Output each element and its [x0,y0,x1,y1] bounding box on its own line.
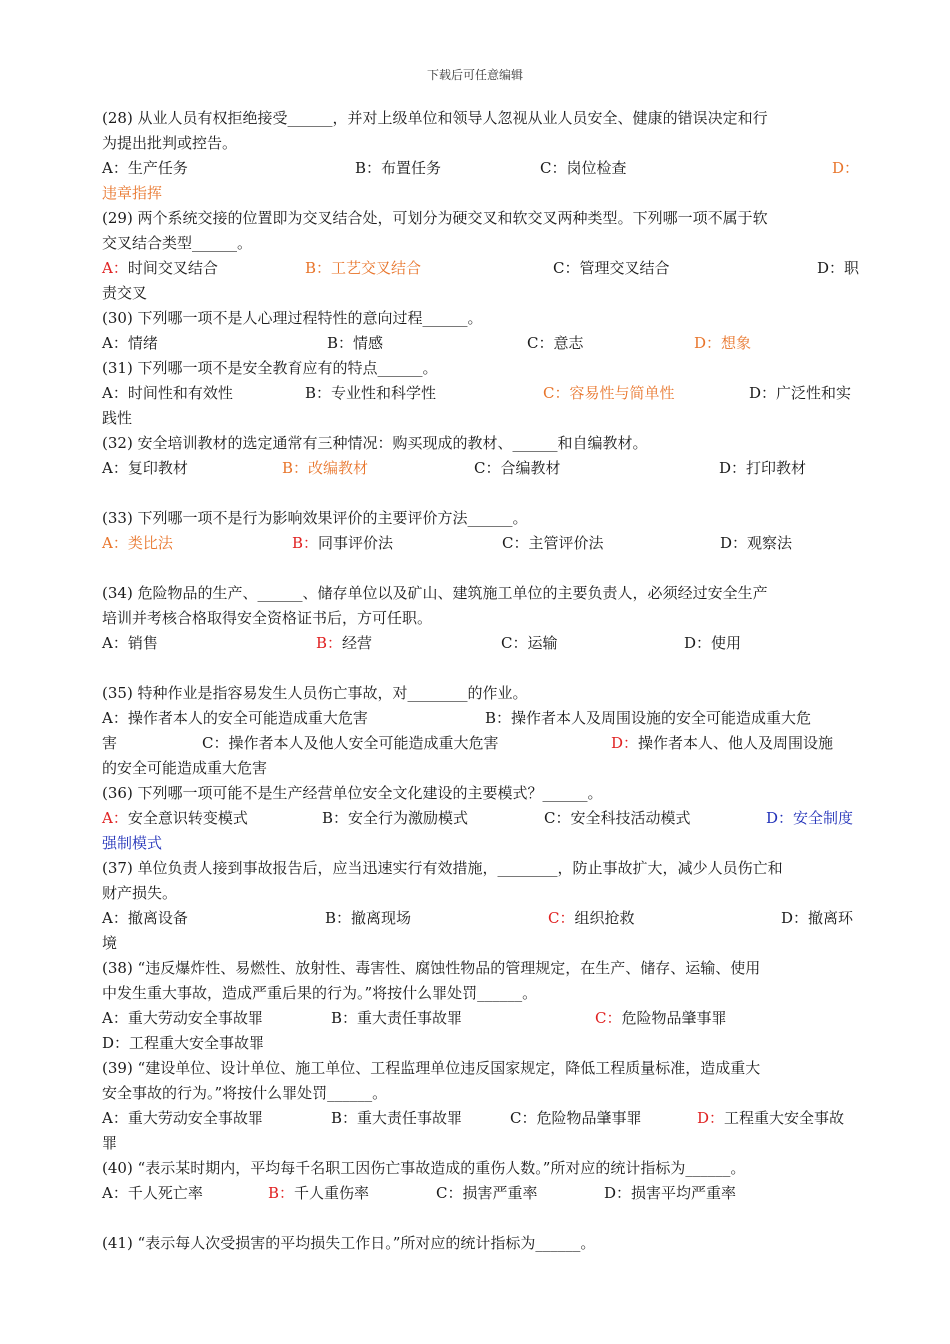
option-c: C：管理交叉结合 [553,259,670,277]
option-b: B：情感 [327,334,384,352]
option-row [102,531,862,556]
question-text: (29) 两个系统交接的位置即为交叉结合处，可划分为硬交叉和软交叉两种类型。下列哪一项不属于软 [102,209,768,227]
option-d: 操作者本人、他人及周围设施 [638,734,834,752]
option-d: D：观察法 [720,534,793,552]
option-b: B：重大责任事故罪 [331,1109,463,1127]
question-41 [102,1231,862,1256]
option-c: C：合编教材 [474,459,561,477]
question-37 [102,856,862,956]
question-38 [102,956,862,1056]
option-row [102,906,862,931]
option-d: D：打印教材 [719,459,807,477]
option-c: C：危险物品肇事罪 [510,1109,642,1127]
option-a: A：重大劳动安全事故罪 [102,1009,263,1027]
option-a-answer: A：类比法 [102,534,173,552]
option-b: B：操作者本人及周围设施的安全可能造成重大危 [485,709,812,727]
question-text: (38) “违反爆炸性、易燃性、放射性、毒害性、腐蚀性物品的管理规定，在生产、储存、运输、使用 [102,959,761,977]
option-row [102,256,862,281]
option-a: A：时间性和有效性 [102,384,233,402]
option-b: 千人重伤率 [294,1184,370,1202]
spacer [102,481,862,506]
option-c-letter: C： [548,909,575,927]
option-row [102,156,862,181]
option-d-letter: D： [832,159,860,177]
option-row [102,806,862,831]
option-b: B：专业性和科学性 [305,384,437,402]
option-d-cont: 强制模式 [102,834,163,852]
option-a: A：千人死亡率 [102,1184,203,1202]
option-d-letter: D： [697,1109,725,1127]
question-text: (37) 单位负责人接到事故报告后，应当迅速实行有效措施，________，防止事故扩大，减少人员伤亡和 [102,859,783,877]
option-d: 工程重大安全事故 [724,1109,845,1127]
option-c: 危险物品肇事罪 [621,1009,727,1027]
option-d-letter: D： [611,734,639,752]
option-row [102,631,862,656]
option-a: A：生产任务 [102,159,188,177]
option-c: C：安全科技活动模式 [544,809,691,827]
option-d: D：工程重大安全事故罪 [102,1034,265,1052]
option-d-cont: 境 [102,934,118,952]
option-d-cont: 践性 [102,409,133,427]
option-row [102,1181,862,1206]
question-text: (31) 下列哪一项不是安全教育应有的特点______。 [102,359,438,377]
option-row [102,1006,862,1031]
option-d: D：职 [817,259,860,277]
option-c: C：意志 [527,334,584,352]
option-c: C：损害严重率 [436,1184,538,1202]
question-39 [102,1056,862,1156]
question-30 [102,306,862,356]
option-b: B：重大责任事故罪 [331,1009,463,1027]
option-c-answer: C：容易性与简单性 [543,384,675,402]
option-a: A：操作者本人的安全可能造成重大危害 [102,709,368,727]
question-35 [102,681,862,781]
option-c: C：操作者本人及他人安全可能造成重大危害 [202,734,499,752]
question-34 [102,581,862,656]
option-a: 安全意识转变模式 [127,809,248,827]
question-36 [102,781,862,856]
option-b-letter: B： [292,534,319,552]
question-text: 培训并考核合格取得安全资格证书后，方可任职。 [102,609,433,627]
question-29 [102,206,862,306]
question-33 [102,506,862,556]
question-text: (28) 从业人员有权拒绝接受______，并对上级单位和领导人忽视从业人员安全、健康的错误决定和行 [102,109,768,127]
question-text: 安全事故的行为。”将按什么罪处罚______。 [102,1084,388,1102]
question-text: (41) “表示每人次受损害的平均损失工作日。”所对应的统计指标为______。 [102,1234,596,1252]
option-b: B：安全行为激励模式 [322,809,469,827]
question-31 [102,356,862,431]
option-b-answer: B：改编教材 [282,459,369,477]
option-row [102,456,862,481]
option-row [102,1106,862,1131]
option-a: A：重大劳动安全事故罪 [102,1109,263,1127]
question-text: (30) 下列哪一项不是人心理过程特性的意向过程______。 [102,309,483,327]
option-d: D：使用 [684,634,742,652]
option-a: A：撤离设备 [102,909,188,927]
option-a-letter: A： [102,809,128,827]
spacer [102,556,862,581]
option-c: C：运输 [501,634,558,652]
option-d-answer: 违章指挥 [102,184,163,202]
option-d: D：损害平均严重率 [604,1184,737,1202]
option-b-answer: B：工艺交叉结合 [305,259,422,277]
option-b-letter: B： [316,634,343,652]
option-b: B：撤离现场 [325,909,412,927]
option-row [102,706,862,731]
question-text: (35) 特种作业是指容易发生人员伤亡事故，对________的作业。 [102,684,528,702]
option-d-cont: 责交叉 [102,284,148,302]
option-b-letter: B： [268,1184,295,1202]
question-text: 中发生重大事故，造成严重后果的行为。”将按什么罪处罚______。 [102,984,538,1002]
question-28 [102,106,862,206]
question-text: (33) 下列哪一项不是行为影响效果评价的主要评价方法______。 [102,509,528,527]
option-row [102,381,862,406]
spacer [102,656,862,681]
option-a: A：复印教材 [102,459,188,477]
question-text: (40) “表示某时期内，平均每千名职工因伤亡事故造成的重伤人数。”所对应的统计指标为______。 [102,1159,746,1177]
question-32 [102,431,862,481]
option-d: D：撤离环 [781,909,854,927]
option-c: C：岗位检查 [540,159,627,177]
question-40 [102,1156,862,1206]
question-text: (32) 安全培训教材的选定通常有三种情况：购买现成的教材、______和自编教材。 [102,434,648,452]
option-a: 时间交叉结合 [127,259,218,277]
question-text: (36) 下列哪一项可能不是生产经营单位安全文化建设的主要模式？______。 [102,784,603,802]
page-header: 下载后可任意编辑 [426,68,523,82]
option-a: A：销售 [102,634,158,652]
question-text: 财产损失。 [102,884,178,902]
question-text: (34) 危险物品的生产、______、储存单位以及矿山、建筑施工单位的主要负责人，必须经过安全生产 [102,584,768,602]
option-c: 组织抢救 [574,909,635,927]
option-d-answer: D：安全制度 [766,809,854,827]
option-row [102,331,862,356]
option-b-cont: 害 [102,734,118,752]
spacer [102,1206,862,1231]
option-b: 同事评价法 [318,534,394,552]
question-text: 交叉结合类型______。 [102,234,253,252]
option-d-cont: 的安全可能造成重大危害 [102,759,268,777]
option-b: B：布置任务 [355,159,442,177]
option-d-answer: D：想象 [694,334,752,352]
question-text: 为提出批判或控告。 [102,134,238,152]
option-a-letter: A： [102,259,128,277]
option-d-cont: 罪 [102,1134,118,1152]
question-list [102,106,862,1256]
option-a: A：情绪 [102,334,158,352]
option-d: D：广泛性和实 [749,384,852,402]
option-c-letter: C： [595,1009,622,1027]
option-row [102,731,862,756]
question-text: (39) “建设单位、设计单位、施工单位、工程监理单位违反国家规定，降低工程质量标准，造成重大 [102,1059,761,1077]
option-b: 经营 [342,634,373,652]
option-c: C：主管评价法 [502,534,604,552]
